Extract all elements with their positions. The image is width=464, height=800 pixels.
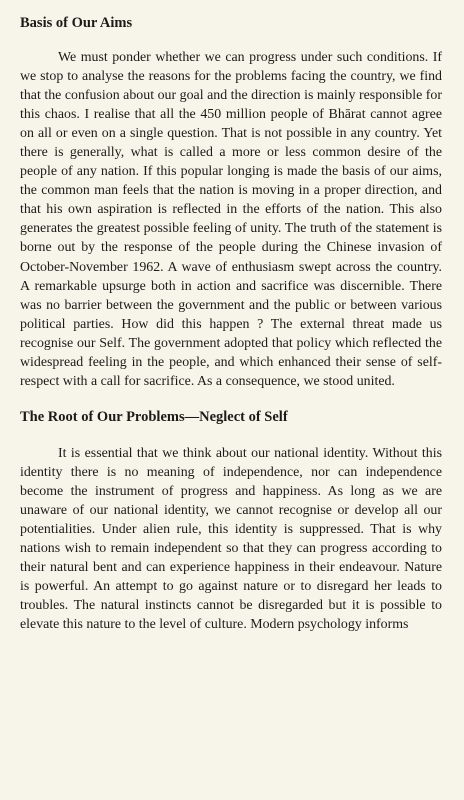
section-heading-basis-of-our-aims: Basis of Our Aims: [20, 15, 133, 31]
section-paragraph-basis-of-our-aims: We must ponder whether we can progress under such conditions. If we stop to analyse the reasons for the problems facing the country, we find that the confusion about our goal and the direction is mainly responsible for this chaos. I realise that all the 450 million people of Bhārat cannot agree on all or even on a single question. That is not possible in any country. Yet there is generally, what is called a more or less common desire of the people of any nation. If this popular longing is made the basis of our aims, the common man feels that the nation is moving in a proper direction, and that his own aspiration is reflected in the efforts of the nation. This also generates the greatest possible feeling of unity. The truth of the statement is borne out by the response of the people during the Chinese invasion of October-November 1962. A wave of enthusiasm swept across the country. A remarkable upsurge both in action and sacrifice was discernible. There was no barrier between the government and the public or between various political parties. How did this happen ? The external threat made us recognise our Self. The government adopted that policy which reflected the widespread feeling in the people, and which enhanced their sense of self-respect with a call for sacrifice. As a consequence, we stood united.: [20, 50, 442, 389]
section-paragraph-root-of-our-problems: It is essential that we think about our national identity. Without this identity there is no meaning of independence, nor can independence become the instrument of progress and happiness. As long as we are unaware of our national identity, we cannot recognise or develop all our potentialities. Under alien rule, this identity is suppressed. That is why nations wish to remain independent so that they can progress according to their natural bent and can experience happiness in their endeavour. Nature is powerful. An attempt to go against nature or to disregard her leads to troubles. The natural instincts cannot be disregarded but it is possible to elevate this nature to the level of culture. Modern psychology informs: [20, 445, 442, 633]
section-heading-root-of-our-problems: The Root of Our Problems—Neglect of Self: [20, 408, 288, 425]
